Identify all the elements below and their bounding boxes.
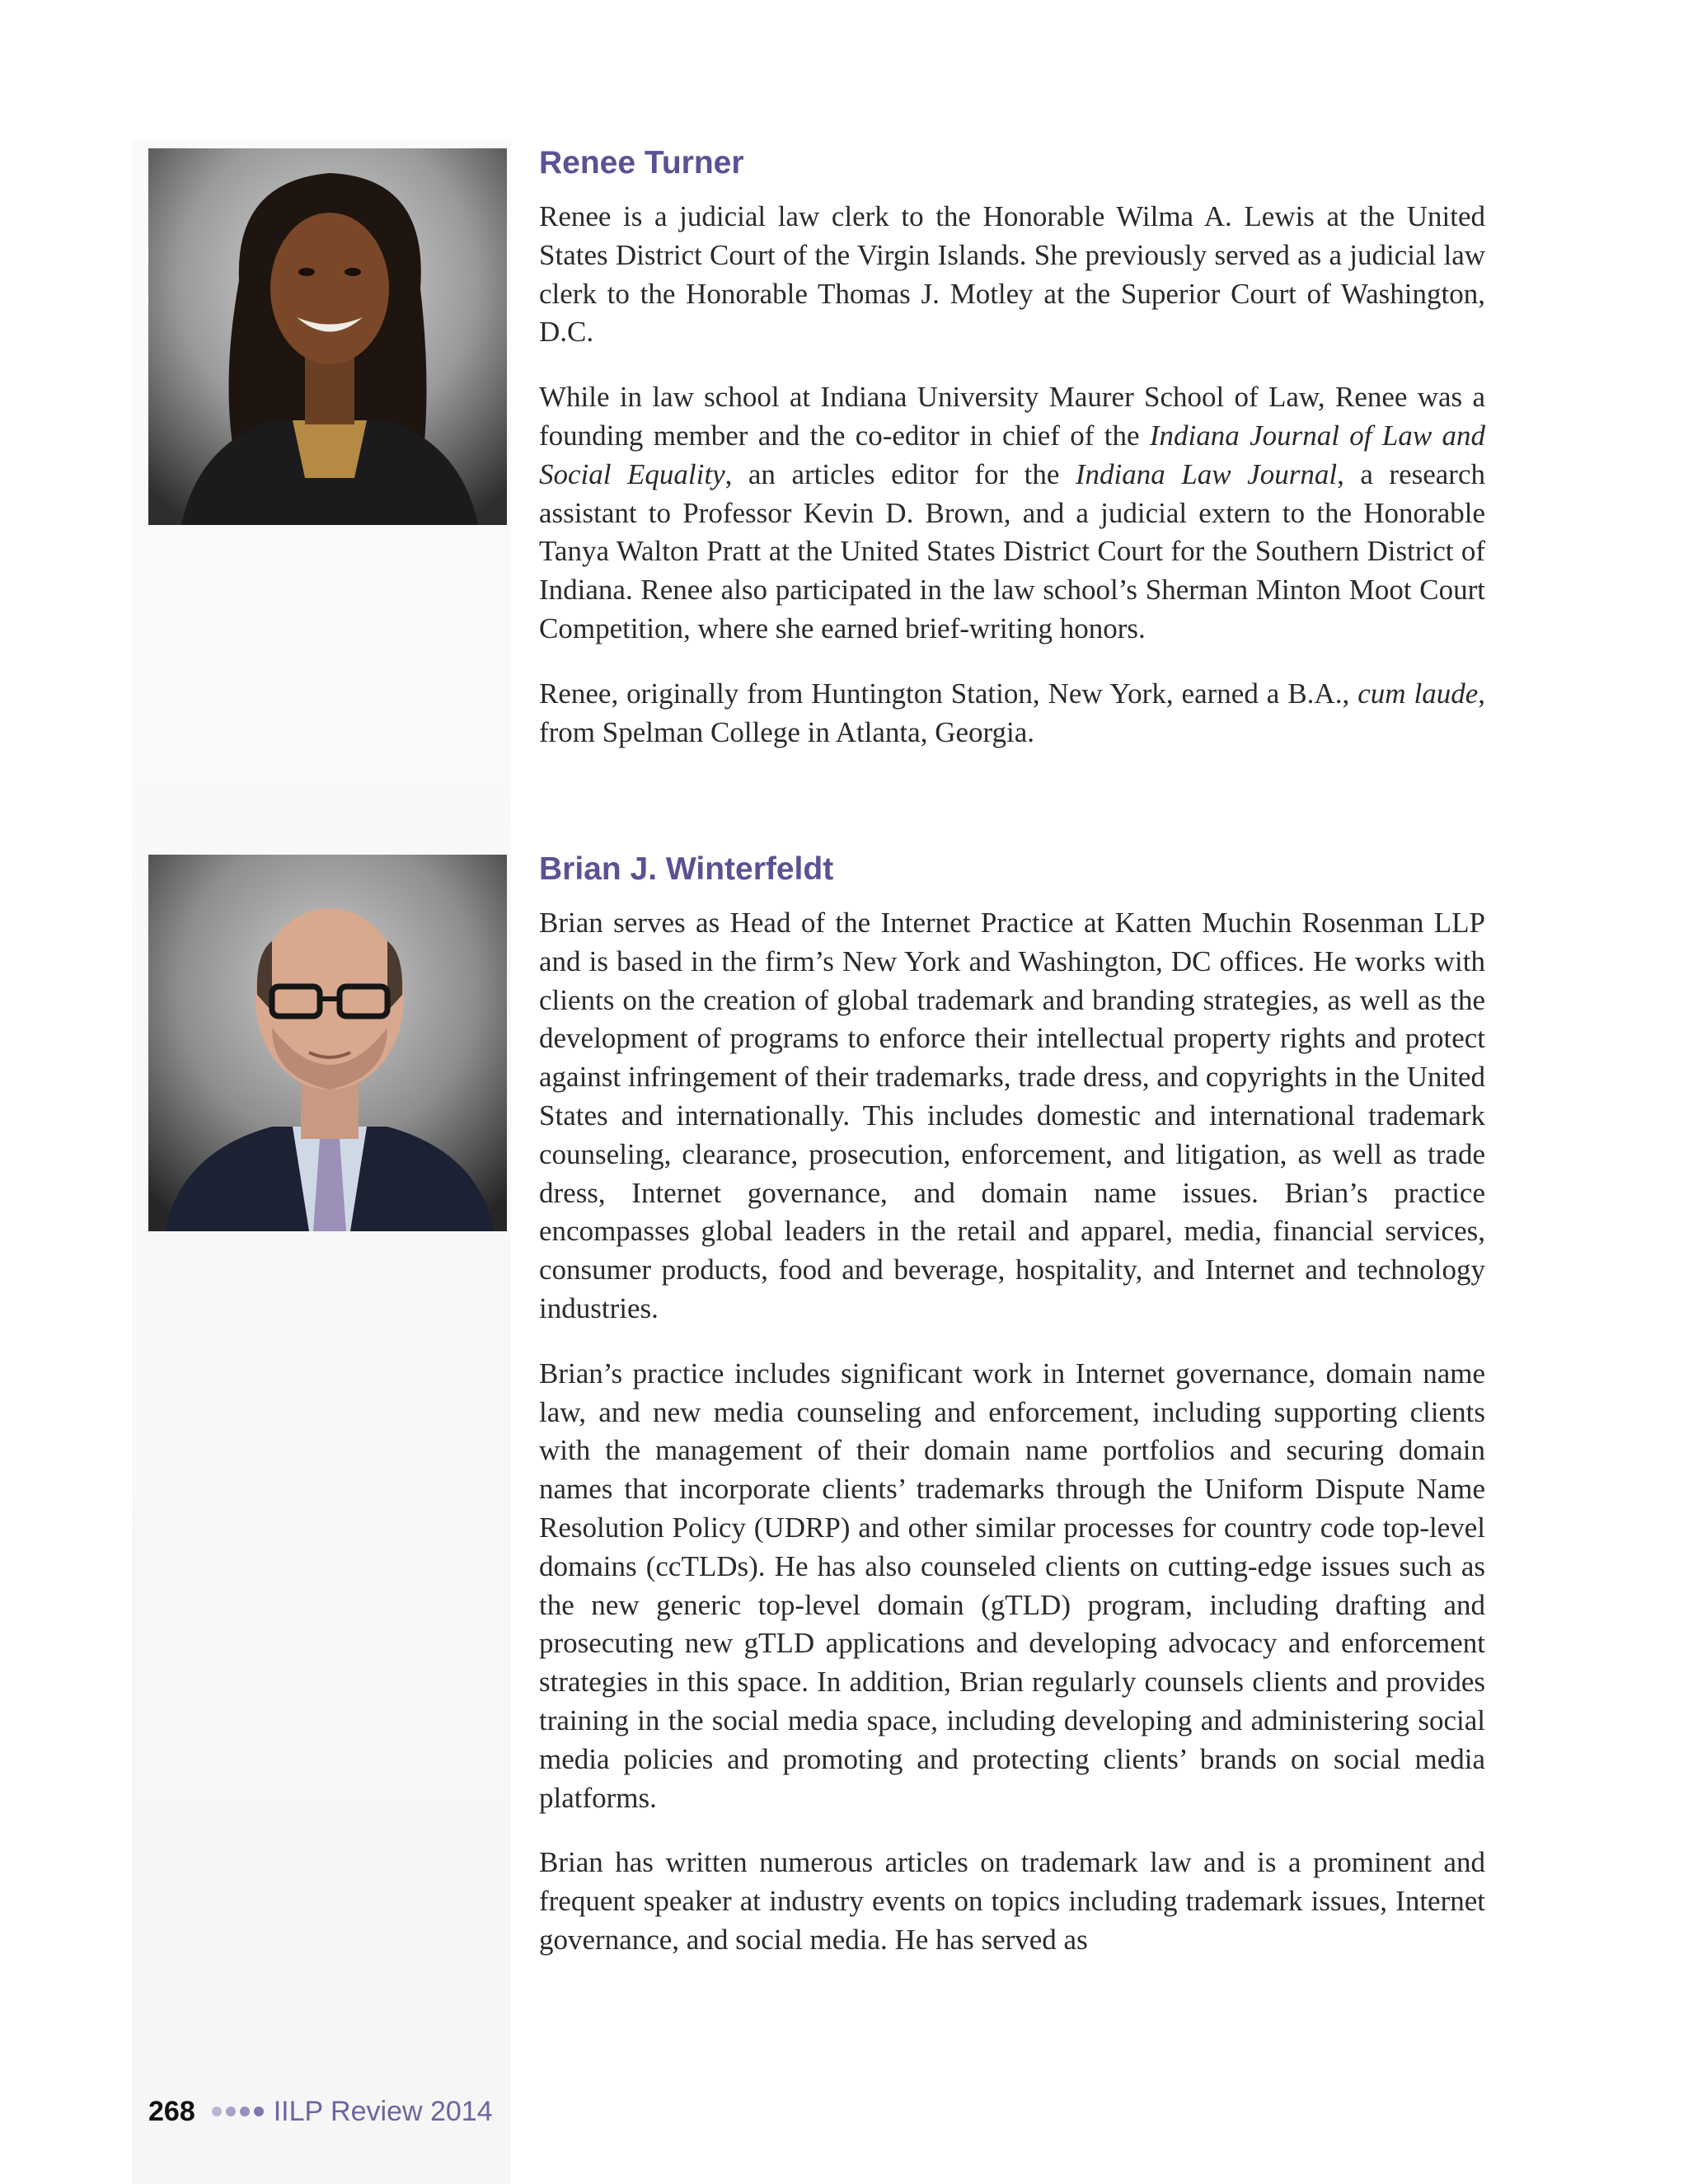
bio-text: Brian serves as Head of the Internet Practice at Katten Muchin Rosenman LLP and is based in the firm’s New York and Washington, DC offices. He works with clients on the creation of global trademark and branding strategies, as well as the development of programs to enforce their intellectual property rights and protect against infringement of their trademarks, trade dress, and copyrights in the United States and internationally. This includes domestic and international trademark counseling, clearance, prosecution, enforcement, and litigation, as well as trade dress, Internet governance, and domain name issues. Brian’s practice encompasses global leaders in the retail and apparel, media, financial services, consumer products, food and beverage, hospitality, and Internet and technology industries.: [539, 907, 1485, 1324]
bio-italic-text: cum laude: [1357, 677, 1479, 710]
portrait-photo-icon: [148, 148, 507, 525]
page-footer: [148, 2093, 493, 2130]
bio-text: , an articles editor for the: [724, 457, 1076, 490]
bio-text: Brian’s practice includes significant work in Internet governance, domain name law, and new media counseling and enforcement, including supporting clients with the management of their domain name portfolios and securing domain names that incorporate clients’ trademarks through the Uniform Dispute Name Resolution Policy (UDRP) and other similar processes for country code top-level domains (ccTLDs). He has also counseled clients on cutting-edge issues such as the new generic top-level domain (gTLD) program, including drafting and prosecuting new gTLD applications and developing advocacy and enforcement strategies in this space. In addition, Brian regularly counsels clients and provides training in the social media space, including developing and administering social media policies and promoting and protecting clients’ brands on social media platforms.: [539, 1357, 1485, 1814]
portrait-photo-icon: [148, 855, 507, 1231]
bio-text: Renee is a judicial law clerk to the Honorable Wilma A. Lewis at the United States District Court of the Virgin Islands. She previously served as a judicial law clerk to the Honorable Thomas J. Motley at the Superior Court of Washington, D.C.: [539, 200, 1485, 349]
dot-icon: [226, 2107, 236, 2116]
profile-name: Renee Turner: [539, 145, 744, 180]
dot-icon: [212, 2107, 222, 2116]
bio-italic-title: Indiana Law Journal: [1075, 457, 1338, 490]
renee-turner-photo: [148, 148, 507, 525]
profile-name: Brian J. Winterfeldt: [539, 851, 834, 887]
bio-text: , from Spelman College in Atlanta, Georgia.: [539, 677, 1485, 748]
bio-paragraph: [539, 1355, 1485, 1818]
bio-paragraph: [539, 904, 1485, 1329]
brian-winterfeldt-bio: [539, 846, 1485, 1986]
dot-icon: [240, 2107, 250, 2116]
bio-paragraph: [539, 675, 1485, 752]
brian-winterfeldt-photo: [148, 855, 507, 1231]
bio-text: Renee, originally from Huntington Station, New York, earned a B.A.,: [539, 677, 1358, 710]
bio-paragraph: [539, 378, 1485, 649]
bio-paragraph: [539, 198, 1485, 352]
bio-text: Brian has written numerous articles on trademark law and is a prominent and frequent speaker at industry events on topics including trademark issues, Internet governance, and social media. He has served as: [539, 1846, 1485, 1956]
decorative-dots: [212, 2107, 264, 2116]
publication-title: IILP Review 2014: [273, 2095, 493, 2127]
bio-text: While in law school at Indiana University Maurer School of Law, Renee was a founding member and the co-editor in chief of the: [539, 381, 1485, 452]
dot-icon: [254, 2107, 264, 2116]
bio-text: , a research assistant to Professor Kevin D. Brown, and a judicial extern to the Honorable Tanya Walton Pratt at the United States District Court for the Southern District of Indiana. Renee also participated in the law school’s Sherman Minton Moot Court Competition, where she earned brief-writing honors.: [539, 457, 1485, 644]
bio-paragraph: [539, 1844, 1485, 1959]
bio-italic-title: Indiana Journal of Law and Social Equality: [539, 419, 1486, 490]
page-number: 268: [148, 2095, 195, 2127]
renee-turner-bio: [539, 140, 1485, 778]
